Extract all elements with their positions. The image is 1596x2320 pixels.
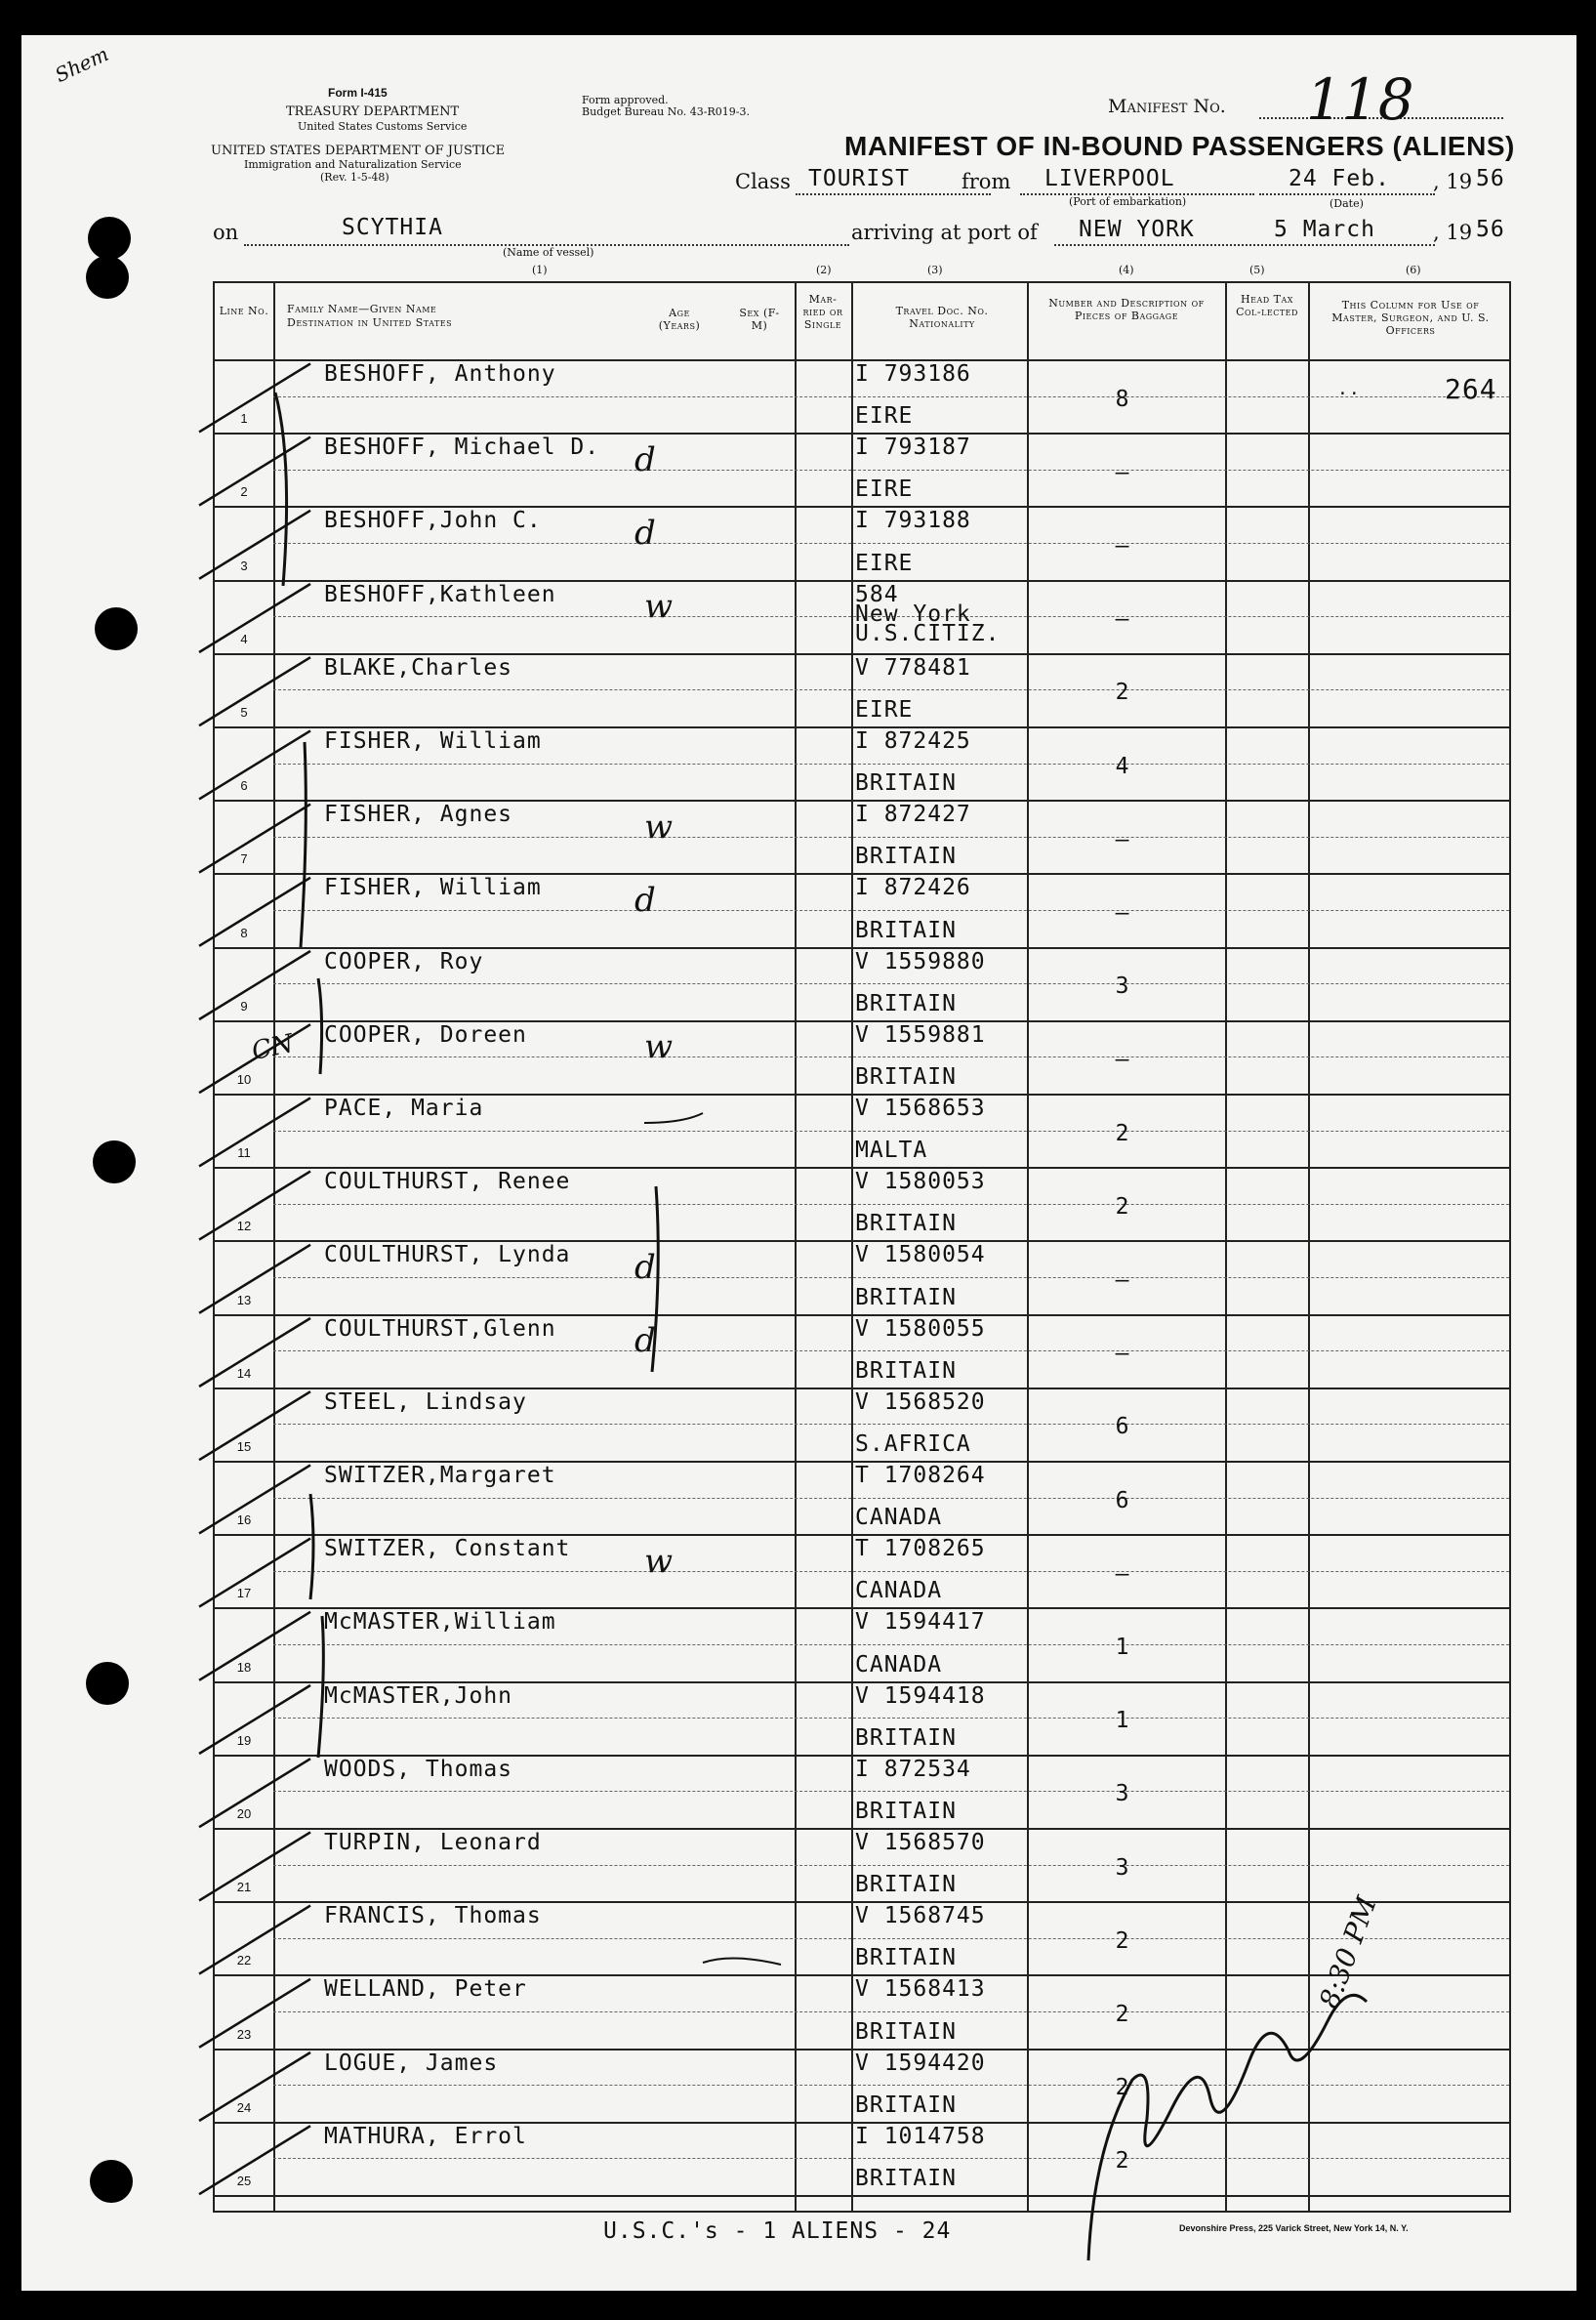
passenger-name: WOODS, Thomas xyxy=(324,1756,513,1782)
year-2: 56 xyxy=(1476,217,1505,242)
printer-credit: Devonshire Press, 225 Varick Street, New York 14, N. Y. xyxy=(1179,2223,1409,2233)
check-tick xyxy=(199,584,310,652)
check-tick xyxy=(199,363,310,432)
travel-doc-no: V 1580054 xyxy=(855,1242,986,1268)
nationality: BRITAIN xyxy=(855,1724,957,1751)
passenger-name: McMASTER,John xyxy=(324,1682,513,1709)
check-tick xyxy=(199,1391,310,1460)
passenger-name: McMASTER,William xyxy=(324,1609,556,1636)
check-tick xyxy=(199,1245,310,1313)
nationality: BRITAIN xyxy=(855,1284,957,1310)
check-tick xyxy=(199,805,310,873)
check-tick xyxy=(199,437,310,506)
line-number: 3 xyxy=(240,558,248,573)
arrival-port: NEW YORK xyxy=(1079,217,1195,242)
line-number: 20 xyxy=(236,1805,252,1821)
nationality: EIRE xyxy=(855,550,914,576)
arriving-label: arriving at port of xyxy=(851,221,1038,244)
line-number: 13 xyxy=(236,1292,252,1307)
header-line-no: Line No. xyxy=(219,305,269,317)
travel-doc-no: V 1568745 xyxy=(855,1903,986,1929)
check-tick xyxy=(199,1685,310,1754)
col-num-2: (2) xyxy=(816,264,832,276)
header-baggage: Number and Description of Pieces of Baggage xyxy=(1048,297,1205,322)
line-number: 22 xyxy=(236,1953,252,1968)
signature-time: 8:30 PM xyxy=(1313,1891,1383,2013)
line-number: 16 xyxy=(236,1512,252,1528)
margin-note: Shem xyxy=(51,41,112,88)
header-name: Family Name—Given Name xyxy=(287,303,437,315)
line-number: 4 xyxy=(240,631,248,646)
ins-service: Immigration and Naturalization Service xyxy=(244,158,462,171)
nationality: BRITAIN xyxy=(855,1872,957,1898)
from-label: from xyxy=(962,170,1011,193)
passenger-name: COULTHURST, Lynda xyxy=(324,1242,571,1268)
baggage-count: 2 xyxy=(1115,680,1130,706)
nationality: S.AFRICA xyxy=(855,1430,971,1457)
line-number: 1 xyxy=(240,411,248,427)
baggage-count: 2 xyxy=(1115,2075,1130,2101)
line-number: 10 xyxy=(236,1071,252,1087)
col-num-1: (1) xyxy=(532,264,548,276)
passenger-name: COULTHURST, Renee xyxy=(324,1169,571,1195)
on-label: on xyxy=(213,221,239,244)
header-officers: This Column for Use of Master, Surgeon, and U. S. Officers xyxy=(1331,299,1490,337)
nationality: BRITAIN xyxy=(855,990,957,1016)
travel-doc-no: V 1594417 xyxy=(855,1609,986,1636)
revision: (Rev. 1-5-48) xyxy=(320,171,389,184)
check-tick xyxy=(199,2052,310,2121)
baggage-count: 3 xyxy=(1115,974,1130,1000)
manifest-title: MANIFEST OF IN-BOUND PASSENGERS (ALIENS) xyxy=(844,131,1515,161)
check-tick xyxy=(199,951,310,1019)
travel-doc-no: V 778481 xyxy=(855,654,971,681)
handwritten-mark: w xyxy=(644,587,674,627)
travel-doc-no: I 793186 xyxy=(855,361,971,387)
officer-number: 264 xyxy=(1445,373,1497,405)
manifest-no-label: Manifest No. xyxy=(1108,96,1226,117)
check-tick xyxy=(199,1539,310,1607)
travel-doc-no: I 793187 xyxy=(855,435,971,461)
budget-bureau: Budget Bureau No. 43-R019-3. xyxy=(582,105,751,118)
travel-doc-no: V 1580055 xyxy=(855,1315,986,1342)
passenger-name: FISHER, Agnes xyxy=(324,802,513,828)
line-number: 11 xyxy=(237,1145,251,1161)
class-label: Class xyxy=(735,170,791,193)
nationality: BRITAIN xyxy=(855,1063,957,1090)
baggage-count: 6 xyxy=(1115,1487,1130,1513)
form-id: Form I-415 xyxy=(328,86,388,100)
officer-mark: .. xyxy=(1337,379,1361,399)
nationality: BRITAIN xyxy=(855,770,957,797)
baggage-count: – xyxy=(1115,826,1130,852)
baggage-count: – xyxy=(1115,1560,1130,1587)
check-tick xyxy=(199,1098,310,1166)
year-prefix-1: , 19 xyxy=(1433,170,1473,193)
year-1: 56 xyxy=(1476,166,1505,191)
customs-service: United States Customs Service xyxy=(298,120,468,133)
travel-doc-no: I 793188 xyxy=(855,508,971,534)
passenger-name: BESHOFF,John C. xyxy=(324,508,542,534)
passenger-name: STEEL, Lindsay xyxy=(324,1388,527,1415)
baggage-count: 6 xyxy=(1115,1414,1130,1440)
handwritten-mark: d xyxy=(634,1321,656,1361)
line-number: 12 xyxy=(236,1219,252,1234)
passenger-name: BESHOFF, Anthony xyxy=(324,361,556,387)
check-tick xyxy=(199,730,310,799)
baggage-count: – xyxy=(1115,1341,1130,1367)
nationality: New York U.S.CITIZ. xyxy=(855,601,1001,646)
vessel-caption: (Name of vessel) xyxy=(503,246,594,259)
handwritten-mark: d xyxy=(634,439,656,479)
baggage-count: 2 xyxy=(1115,1120,1130,1146)
check-tick xyxy=(199,1979,310,2048)
nationality: BRITAIN xyxy=(855,1945,957,1971)
passenger-name: TURPIN, Leonard xyxy=(324,1830,542,1855)
baggage-count: – xyxy=(1115,1047,1130,1073)
nationality: BRITAIN xyxy=(855,1357,957,1384)
nationality: BRITAIN xyxy=(855,844,957,870)
col-num-4: (4) xyxy=(1119,264,1134,276)
passenger-name: WELLAND, Peter xyxy=(324,1976,527,2003)
baggage-count: 8 xyxy=(1115,386,1130,412)
embark-caption: (Port of embarkation) xyxy=(1069,195,1187,208)
line-number: 19 xyxy=(236,1732,252,1748)
date-caption: (Date) xyxy=(1330,197,1364,210)
baggage-count: – xyxy=(1115,899,1130,926)
nationality: BRITAIN xyxy=(855,2092,957,2118)
cn-mark: CN xyxy=(249,1028,297,1067)
nationality: BRITAIN xyxy=(855,917,957,943)
passenger-name: PACE, Maria xyxy=(324,1096,484,1121)
handwritten-mark: d xyxy=(634,513,656,553)
baggage-count: 2 xyxy=(1115,2148,1130,2175)
baggage-count: – xyxy=(1115,1266,1130,1293)
handwritten-mark: d xyxy=(634,1247,656,1287)
travel-doc-no: V 1580053 xyxy=(855,1169,986,1195)
check-tick xyxy=(199,1612,310,1680)
line-number: 25 xyxy=(236,2173,252,2188)
header-dest: Destination in United States xyxy=(287,316,453,329)
line-number: 2 xyxy=(240,484,248,500)
handwritten-mark: w xyxy=(644,807,674,847)
handwritten-mark: w xyxy=(644,1541,674,1581)
line-number: 23 xyxy=(236,2026,252,2042)
vessel-name: SCYTHIA xyxy=(342,215,443,240)
travel-doc-no: V 1594420 xyxy=(855,2050,986,2076)
line-number: 5 xyxy=(240,704,248,720)
check-tick xyxy=(199,1172,310,1240)
baggage-count: 3 xyxy=(1115,1854,1130,1881)
line-number: 17 xyxy=(236,1586,252,1601)
travel-doc-no: V 1559880 xyxy=(855,948,986,974)
header-married: Mar-ried or Single xyxy=(802,293,843,331)
line-number: 7 xyxy=(240,851,248,867)
line-number: 15 xyxy=(236,1438,252,1454)
travel-doc-no: V 1568653 xyxy=(855,1096,986,1121)
passenger-name: BESHOFF,Kathleen xyxy=(324,581,556,607)
travel-doc-no: 584 xyxy=(855,581,899,607)
baggage-count: – xyxy=(1115,532,1130,559)
travel-doc-no: T 1708264 xyxy=(855,1463,986,1488)
travel-doc-no: I 872425 xyxy=(855,728,971,754)
check-tick xyxy=(199,657,310,725)
baggage-count: 2 xyxy=(1115,1193,1130,1220)
travel-doc-no: I 872427 xyxy=(855,802,971,828)
nationality: BRITAIN xyxy=(855,1211,957,1237)
passenger-name: MATHURA, Errol xyxy=(324,2123,527,2149)
passenger-name: SWITZER,Margaret xyxy=(324,1463,556,1488)
header-sex: Sex (F-M) xyxy=(739,307,780,332)
travel-doc-no: I 872534 xyxy=(855,1756,971,1782)
check-tick xyxy=(199,1906,310,1974)
line-number: 21 xyxy=(236,1880,252,1895)
check-tick xyxy=(199,2126,310,2194)
check-tick xyxy=(199,511,310,579)
passenger-name: BLAKE,Charles xyxy=(324,654,513,681)
header-age: Age (Years) xyxy=(658,307,701,332)
baggage-count: 2 xyxy=(1115,1927,1130,1954)
baggage-count: 3 xyxy=(1115,1781,1130,1807)
passenger-name: SWITZER, Constant xyxy=(324,1536,571,1562)
baggage-count: 2 xyxy=(1115,2001,1130,2027)
dept-justice: UNITED STATES DEPARTMENT OF JUSTICE xyxy=(211,144,506,158)
line-number: 8 xyxy=(240,925,248,940)
passenger-name: FRANCIS, Thomas xyxy=(324,1903,542,1929)
header-head-tax: Head Tax Col-lected xyxy=(1236,293,1298,318)
passenger-name: COOPER, Roy xyxy=(324,948,484,974)
col-num-3: (3) xyxy=(927,264,943,276)
passenger-name: FISHER, William xyxy=(324,728,542,754)
passenger-name: COULTHURST,Glenn xyxy=(324,1315,556,1342)
nationality: EIRE xyxy=(855,403,914,430)
nationality: EIRE xyxy=(855,476,914,503)
travel-doc-no: V 1568413 xyxy=(855,1976,986,2003)
travel-doc-no: V 1594418 xyxy=(855,1682,986,1709)
check-tick xyxy=(199,1759,310,1827)
check-tick xyxy=(199,1465,310,1533)
class-value: TOURIST xyxy=(808,166,910,191)
treasury-dept: TREASURY DEPARTMENT xyxy=(286,104,460,119)
arrival-date: 5 March xyxy=(1274,217,1375,242)
travel-doc-no: T 1708265 xyxy=(855,1536,986,1562)
check-tick xyxy=(199,878,310,946)
passenger-name: LOGUE, James xyxy=(324,2050,499,2076)
travel-doc-no: V 1568520 xyxy=(855,1388,986,1415)
manifest-no-value: 118 xyxy=(1306,66,1414,133)
baggage-count: – xyxy=(1115,459,1130,485)
year-prefix-2: , 19 xyxy=(1433,221,1473,244)
nationality: MALTA xyxy=(855,1138,928,1164)
travel-doc-no: I 1014758 xyxy=(855,2123,986,2149)
nationality: CANADA xyxy=(855,1651,943,1678)
passenger-name: FISHER, William xyxy=(324,875,542,901)
line-number: 6 xyxy=(240,778,248,794)
line-number: 18 xyxy=(236,1659,252,1675)
baggage-count: 1 xyxy=(1115,1708,1130,1734)
line-number: 9 xyxy=(240,998,248,1014)
nationality: EIRE xyxy=(855,696,914,723)
nationality: CANADA xyxy=(855,1578,943,1604)
check-tick xyxy=(199,1318,310,1387)
nationality: BRITAIN xyxy=(855,2165,957,2191)
form-approved: Form approved. xyxy=(582,94,669,106)
travel-doc-no: I 872426 xyxy=(855,875,971,901)
baggage-count: – xyxy=(1115,606,1130,633)
passenger-name: COOPER, Doreen xyxy=(324,1021,527,1048)
travel-doc-no: V 1568570 xyxy=(855,1830,986,1855)
embark-port: LIVERPOOL xyxy=(1044,166,1175,191)
col-num-6: (6) xyxy=(1406,264,1421,276)
passenger-name: BESHOFF, Michael D. xyxy=(324,435,600,461)
line-number: 24 xyxy=(236,2099,252,2115)
baggage-count: 4 xyxy=(1115,753,1130,779)
nationality: BRITAIN xyxy=(855,1798,957,1824)
baggage-count: 1 xyxy=(1115,1634,1130,1660)
header-travel-doc: Travel Doc. No. Nationality xyxy=(895,305,989,330)
nationality: BRITAIN xyxy=(855,2018,957,2045)
footer-summary: U.S.C.'s - 1 ALIENS - 24 xyxy=(603,2218,952,2244)
line-number: 14 xyxy=(236,1365,252,1381)
col-num-5: (5) xyxy=(1249,264,1265,276)
check-tick xyxy=(199,1832,310,1900)
handwritten-mark: w xyxy=(644,1027,674,1067)
travel-doc-no: V 1559881 xyxy=(855,1021,986,1048)
handwritten-mark: d xyxy=(634,880,656,920)
nationality: CANADA xyxy=(855,1505,943,1531)
depart-date: 24 Feb. xyxy=(1289,166,1390,191)
